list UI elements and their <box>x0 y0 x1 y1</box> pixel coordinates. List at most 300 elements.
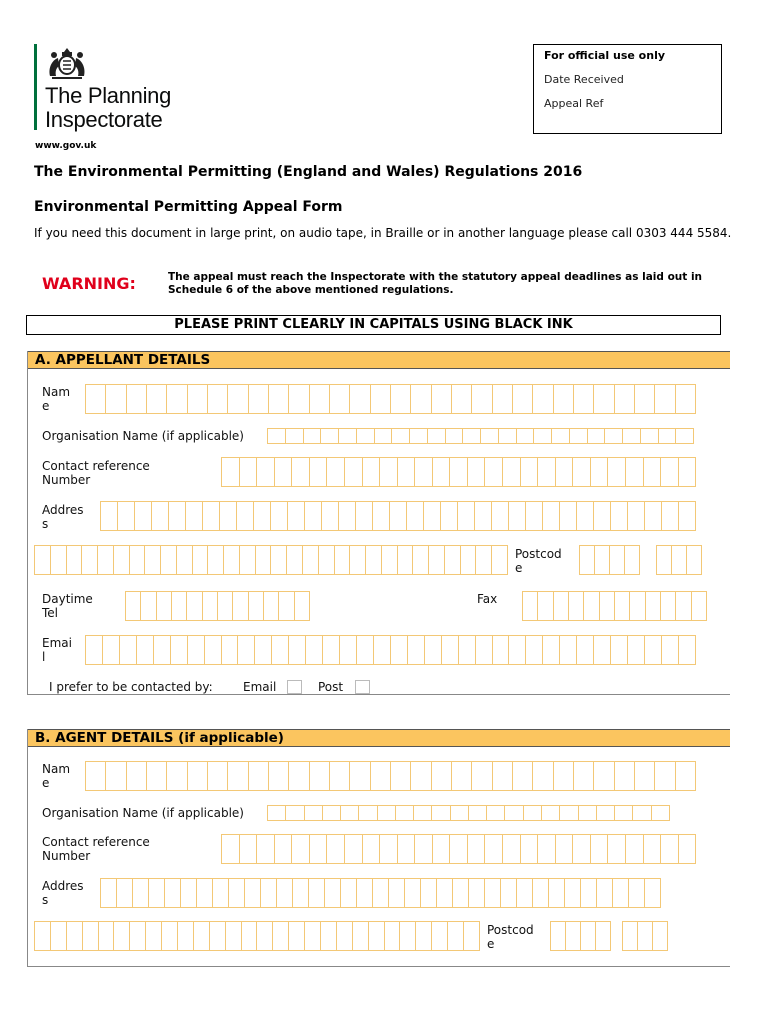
char-box[interactable] <box>635 384 655 414</box>
char-box[interactable] <box>203 591 218 621</box>
char-box[interactable] <box>310 834 328 864</box>
char-box[interactable] <box>656 545 672 575</box>
char-box[interactable] <box>517 428 535 444</box>
char-box[interactable] <box>330 761 350 791</box>
char-box[interactable] <box>375 428 393 444</box>
char-box[interactable] <box>339 501 356 531</box>
char-box[interactable] <box>554 761 574 791</box>
char-box[interactable] <box>591 834 609 864</box>
char-box[interactable] <box>566 921 581 951</box>
char-box[interactable] <box>432 805 450 821</box>
char-box[interactable] <box>644 834 662 864</box>
char-box[interactable] <box>533 384 553 414</box>
char-box[interactable] <box>661 834 679 864</box>
char-box[interactable] <box>472 761 492 791</box>
char-box[interactable] <box>554 384 574 414</box>
char-box[interactable] <box>629 878 645 908</box>
char-box[interactable] <box>468 457 486 487</box>
char-box[interactable] <box>106 761 126 791</box>
char-box[interactable] <box>321 921 337 951</box>
char-box[interactable] <box>611 635 628 665</box>
char-box[interactable] <box>249 384 269 414</box>
char-box[interactable] <box>82 545 98 575</box>
char-box[interactable] <box>392 428 410 444</box>
char-box[interactable] <box>157 591 172 621</box>
char-box[interactable] <box>85 761 106 791</box>
char-box[interactable] <box>626 457 644 487</box>
char-box[interactable] <box>345 457 363 487</box>
char-box[interactable] <box>357 428 375 444</box>
agent-postcode-field-2[interactable] <box>622 921 668 951</box>
char-box[interactable] <box>222 635 239 665</box>
char-box[interactable] <box>608 834 626 864</box>
char-box[interactable] <box>289 921 305 951</box>
char-box[interactable] <box>513 384 533 414</box>
char-box[interactable] <box>339 428 357 444</box>
char-box[interactable] <box>289 761 309 791</box>
char-box[interactable] <box>538 457 556 487</box>
char-box[interactable] <box>596 921 611 951</box>
char-box[interactable] <box>533 878 549 908</box>
char-box[interactable] <box>390 501 407 531</box>
char-box[interactable] <box>359 805 377 821</box>
agent-address-field-2[interactable] <box>34 921 480 951</box>
char-box[interactable] <box>450 834 468 864</box>
char-box[interactable] <box>187 591 202 621</box>
char-box[interactable] <box>287 545 303 575</box>
char-box[interactable] <box>655 761 675 791</box>
char-box[interactable] <box>503 834 521 864</box>
char-box[interactable] <box>413 545 429 575</box>
char-box[interactable] <box>428 428 446 444</box>
char-box[interactable] <box>391 384 411 414</box>
char-box[interactable] <box>581 878 597 908</box>
char-box[interactable] <box>415 834 433 864</box>
char-box[interactable] <box>133 878 149 908</box>
char-box[interactable] <box>600 591 615 621</box>
char-box[interactable] <box>408 635 425 665</box>
char-box[interactable] <box>100 501 118 531</box>
char-box[interactable] <box>391 761 411 791</box>
char-box[interactable] <box>468 834 486 864</box>
char-box[interactable] <box>493 384 513 414</box>
char-box[interactable] <box>292 834 310 864</box>
char-box[interactable] <box>450 457 468 487</box>
char-box[interactable] <box>389 878 405 908</box>
contact-preference-email-checkbox[interactable] <box>287 680 302 694</box>
char-box[interactable] <box>303 545 319 575</box>
agent-organisation-field[interactable] <box>267 805 670 821</box>
char-box[interactable] <box>369 921 385 951</box>
char-box[interactable] <box>152 501 169 531</box>
char-box[interactable] <box>475 501 492 531</box>
char-box[interactable] <box>577 501 594 531</box>
char-box[interactable] <box>543 501 560 531</box>
char-box[interactable] <box>415 457 433 487</box>
char-box[interactable] <box>67 921 83 951</box>
appellant-daytime-tel-field[interactable] <box>125 591 310 621</box>
char-box[interactable] <box>310 384 330 414</box>
char-box[interactable] <box>459 635 476 665</box>
char-box[interactable] <box>125 591 141 621</box>
char-box[interactable] <box>628 635 645 665</box>
char-box[interactable] <box>271 545 287 575</box>
char-box[interactable] <box>275 457 293 487</box>
char-box[interactable] <box>188 635 205 665</box>
char-box[interactable] <box>481 428 499 444</box>
char-box[interactable] <box>661 591 676 621</box>
char-box[interactable] <box>208 384 228 414</box>
char-box[interactable] <box>411 384 431 414</box>
char-box[interactable] <box>461 545 477 575</box>
char-box[interactable] <box>579 545 595 575</box>
char-box[interactable] <box>228 384 248 414</box>
char-box[interactable] <box>240 834 258 864</box>
char-box[interactable] <box>277 878 293 908</box>
char-box[interactable] <box>573 457 591 487</box>
char-box[interactable] <box>337 921 353 951</box>
char-box[interactable] <box>655 384 675 414</box>
char-box[interactable] <box>51 921 67 951</box>
char-box[interactable] <box>350 545 366 575</box>
char-box[interactable] <box>560 501 577 531</box>
char-box[interactable] <box>610 545 625 575</box>
char-box[interactable] <box>335 545 351 575</box>
char-box[interactable] <box>521 834 539 864</box>
char-box[interactable] <box>429 545 445 575</box>
char-box[interactable] <box>254 501 271 531</box>
char-box[interactable] <box>556 834 574 864</box>
char-box[interactable] <box>517 878 533 908</box>
char-box[interactable] <box>205 635 222 665</box>
char-box[interactable] <box>542 805 560 821</box>
char-box[interactable] <box>445 545 461 575</box>
char-box[interactable] <box>400 921 416 951</box>
char-box[interactable] <box>625 545 640 575</box>
char-box[interactable] <box>293 878 309 908</box>
char-box[interactable] <box>83 921 99 951</box>
char-box[interactable] <box>106 384 126 414</box>
char-box[interactable] <box>522 591 538 621</box>
char-box[interactable] <box>357 878 373 908</box>
char-box[interactable] <box>188 761 208 791</box>
char-box[interactable] <box>325 878 341 908</box>
char-box[interactable] <box>391 635 408 665</box>
char-box[interactable] <box>288 501 305 531</box>
agent-postcode-field-1[interactable] <box>550 921 611 951</box>
char-box[interactable] <box>34 545 51 575</box>
char-box[interactable] <box>594 501 611 531</box>
char-box[interactable] <box>398 545 414 575</box>
char-box[interactable] <box>570 428 588 444</box>
char-box[interactable] <box>533 761 553 791</box>
char-box[interactable] <box>341 878 357 908</box>
char-box[interactable] <box>492 545 508 575</box>
char-box[interactable] <box>499 428 517 444</box>
char-box[interactable] <box>521 457 539 487</box>
char-box[interactable] <box>396 805 414 821</box>
char-box[interactable] <box>224 545 240 575</box>
char-box[interactable] <box>145 545 161 575</box>
char-box[interactable] <box>330 384 350 414</box>
char-box[interactable] <box>432 384 452 414</box>
char-box[interactable] <box>503 457 521 487</box>
char-box[interactable] <box>605 428 623 444</box>
char-box[interactable] <box>425 635 442 665</box>
char-box[interactable] <box>188 384 208 414</box>
char-box[interactable] <box>526 635 543 665</box>
char-box[interactable] <box>577 635 594 665</box>
char-box[interactable] <box>228 761 248 791</box>
char-box[interactable] <box>221 457 240 487</box>
char-box[interactable] <box>114 545 130 575</box>
char-box[interactable] <box>249 761 269 791</box>
char-box[interactable] <box>469 878 485 908</box>
char-box[interactable] <box>416 921 432 951</box>
char-box[interactable] <box>584 591 599 621</box>
char-box[interactable] <box>432 921 448 951</box>
char-box[interactable] <box>659 428 677 444</box>
char-box[interactable] <box>662 501 679 531</box>
char-box[interactable] <box>256 545 272 575</box>
char-box[interactable] <box>194 921 210 951</box>
char-box[interactable] <box>633 805 651 821</box>
char-box[interactable] <box>341 805 359 821</box>
char-box[interactable] <box>267 805 286 821</box>
appellant-fax-field[interactable] <box>522 591 707 621</box>
char-box[interactable] <box>272 635 289 665</box>
char-box[interactable] <box>141 591 156 621</box>
char-box[interactable] <box>305 501 322 531</box>
char-box[interactable] <box>597 805 615 821</box>
char-box[interactable] <box>340 635 357 665</box>
char-box[interactable] <box>501 878 517 908</box>
char-box[interactable] <box>611 501 628 531</box>
char-box[interactable] <box>679 834 697 864</box>
char-box[interactable] <box>464 921 480 951</box>
char-box[interactable] <box>373 878 389 908</box>
char-box[interactable] <box>676 761 696 791</box>
char-box[interactable] <box>319 545 335 575</box>
char-box[interactable] <box>323 635 340 665</box>
char-box[interactable] <box>289 384 309 414</box>
char-box[interactable] <box>99 921 115 951</box>
agent-contact-ref-field[interactable] <box>221 834 696 864</box>
char-box[interactable] <box>120 635 137 665</box>
char-box[interactable] <box>292 457 310 487</box>
char-box[interactable] <box>405 878 421 908</box>
char-box[interactable] <box>476 545 492 575</box>
char-box[interactable] <box>171 635 188 665</box>
char-box[interactable] <box>448 921 464 951</box>
char-box[interactable] <box>271 501 288 531</box>
char-box[interactable] <box>269 384 289 414</box>
char-box[interactable] <box>220 501 237 531</box>
char-box[interactable] <box>257 921 273 951</box>
char-box[interactable] <box>565 878 581 908</box>
char-box[interactable] <box>165 878 181 908</box>
char-box[interactable] <box>608 457 626 487</box>
char-box[interactable] <box>591 457 609 487</box>
char-box[interactable] <box>424 501 441 531</box>
char-box[interactable] <box>193 545 209 575</box>
char-box[interactable] <box>398 834 416 864</box>
char-box[interactable] <box>676 428 694 444</box>
char-box[interactable] <box>594 761 614 791</box>
char-box[interactable] <box>552 428 570 444</box>
char-box[interactable] <box>85 635 103 665</box>
char-box[interactable] <box>310 761 330 791</box>
char-box[interactable] <box>594 635 611 665</box>
char-box[interactable] <box>371 761 391 791</box>
char-box[interactable] <box>378 805 396 821</box>
char-box[interactable] <box>197 878 213 908</box>
char-box[interactable] <box>421 878 437 908</box>
char-box[interactable] <box>137 635 154 665</box>
char-box[interactable] <box>437 878 453 908</box>
appellant-address-field-1[interactable] <box>100 501 696 531</box>
char-box[interactable] <box>98 545 114 575</box>
char-box[interactable] <box>240 545 256 575</box>
char-box[interactable] <box>323 805 341 821</box>
char-box[interactable] <box>452 384 472 414</box>
char-box[interactable] <box>306 635 323 665</box>
appellant-address-field-2[interactable] <box>34 545 508 575</box>
char-box[interactable] <box>485 834 503 864</box>
char-box[interactable] <box>492 501 509 531</box>
char-box[interactable] <box>135 501 152 531</box>
char-box[interactable] <box>380 834 398 864</box>
char-box[interactable] <box>310 457 328 487</box>
char-box[interactable] <box>273 921 289 951</box>
char-box[interactable] <box>453 878 469 908</box>
char-box[interactable] <box>573 834 591 864</box>
agent-address-field-1[interactable] <box>100 878 661 908</box>
char-box[interactable] <box>635 761 655 791</box>
char-box[interactable] <box>509 635 526 665</box>
char-box[interactable] <box>371 384 391 414</box>
char-box[interactable] <box>442 635 459 665</box>
char-box[interactable] <box>356 501 373 531</box>
char-box[interactable] <box>653 921 668 951</box>
char-box[interactable] <box>127 384 147 414</box>
char-box[interactable] <box>269 761 289 791</box>
char-box[interactable] <box>322 501 339 531</box>
char-box[interactable] <box>261 878 277 908</box>
char-box[interactable] <box>146 921 162 951</box>
char-box[interactable] <box>237 501 254 531</box>
char-box[interactable] <box>85 384 106 414</box>
char-box[interactable] <box>509 501 526 531</box>
char-box[interactable] <box>229 878 245 908</box>
website-link[interactable]: www.gov.uk <box>35 141 97 151</box>
char-box[interactable] <box>167 761 187 791</box>
char-box[interactable] <box>380 457 398 487</box>
appellant-name-field[interactable] <box>85 384 696 414</box>
char-box[interactable] <box>645 878 661 908</box>
char-box[interactable] <box>626 834 644 864</box>
char-box[interactable] <box>257 457 275 487</box>
char-box[interactable] <box>579 805 597 821</box>
char-box[interactable] <box>357 635 374 665</box>
char-box[interactable] <box>286 428 304 444</box>
char-box[interactable] <box>208 545 224 575</box>
char-box[interactable] <box>581 921 596 951</box>
char-box[interactable] <box>161 545 177 575</box>
char-box[interactable] <box>549 878 565 908</box>
char-box[interactable] <box>203 501 220 531</box>
char-box[interactable] <box>487 805 505 821</box>
char-box[interactable] <box>661 457 679 487</box>
appellant-postcode-field-2[interactable] <box>656 545 702 575</box>
char-box[interactable] <box>526 501 543 531</box>
char-box[interactable] <box>238 635 255 665</box>
appellant-postcode-field-1[interactable] <box>579 545 640 575</box>
char-box[interactable] <box>226 921 242 951</box>
char-box[interactable] <box>463 428 481 444</box>
char-box[interactable] <box>373 501 390 531</box>
contact-preference-post-checkbox[interactable] <box>355 680 370 694</box>
char-box[interactable] <box>588 428 606 444</box>
char-box[interactable] <box>240 457 258 487</box>
char-box[interactable] <box>147 384 167 414</box>
char-box[interactable] <box>286 805 304 821</box>
char-box[interactable] <box>154 635 171 665</box>
char-box[interactable] <box>67 545 83 575</box>
char-box[interactable] <box>186 501 203 531</box>
char-box[interactable] <box>218 591 233 621</box>
char-box[interactable] <box>245 878 261 908</box>
char-box[interactable] <box>493 635 510 665</box>
char-box[interactable] <box>279 591 294 621</box>
char-box[interactable] <box>652 805 670 821</box>
char-box[interactable] <box>594 384 614 414</box>
char-box[interactable] <box>469 805 487 821</box>
char-box[interactable] <box>127 761 147 791</box>
char-box[interactable] <box>350 761 370 791</box>
char-box[interactable] <box>208 761 228 791</box>
char-box[interactable] <box>210 921 226 951</box>
char-box[interactable] <box>432 761 452 791</box>
char-box[interactable] <box>441 501 458 531</box>
char-box[interactable] <box>410 428 428 444</box>
char-box[interactable] <box>613 878 629 908</box>
char-box[interactable] <box>257 834 275 864</box>
char-box[interactable] <box>289 635 306 665</box>
char-box[interactable] <box>295 591 310 621</box>
char-box[interactable] <box>646 591 661 621</box>
char-box[interactable] <box>169 501 186 531</box>
char-box[interactable] <box>458 501 475 531</box>
char-box[interactable] <box>345 834 363 864</box>
char-box[interactable] <box>382 545 398 575</box>
char-box[interactable] <box>242 921 258 951</box>
char-box[interactable] <box>692 591 707 621</box>
char-box[interactable] <box>366 545 382 575</box>
char-box[interactable] <box>178 921 194 951</box>
char-box[interactable] <box>363 457 381 487</box>
char-box[interactable] <box>687 545 702 575</box>
char-box[interactable] <box>162 921 178 951</box>
char-box[interactable] <box>597 878 613 908</box>
char-box[interactable] <box>543 635 560 665</box>
char-box[interactable] <box>327 834 345 864</box>
char-box[interactable] <box>638 921 653 951</box>
char-box[interactable] <box>34 921 51 951</box>
char-box[interactable] <box>117 878 133 908</box>
char-box[interactable] <box>623 428 641 444</box>
char-box[interactable] <box>493 761 513 791</box>
